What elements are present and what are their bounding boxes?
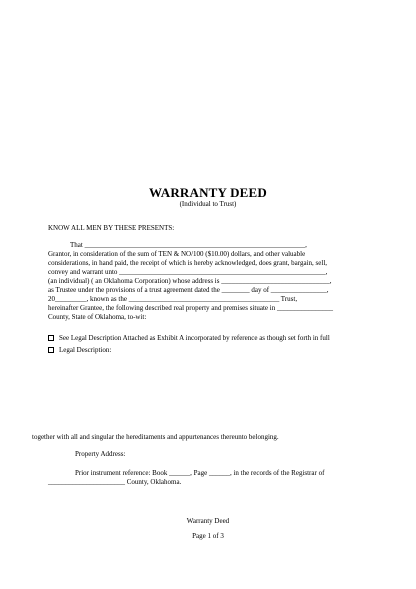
body-line-1: That _______________________________________________________________, [70,241,307,249]
body-line-3: considerations, in hand paid, the receipt of which is hereby acknowledged, does grant, bargain, sell, [48,259,328,267]
body-line-4: convey and warrant unto ___________________________________________________________, [48,268,328,276]
footer-title: Warranty Deed [186,517,230,525]
body-line-8: hereinafter Grantee, the following described real property and premises situate in ________________ [48,304,333,312]
exhibit-checkbox-label: See Legal Description Attached as Exhibit A incorporated by reference as though set forth in full [59,334,330,342]
prior-instrument-line-2: ______________________ County, Oklahoma. [48,478,182,486]
checkbox-row-legal[interactable] [48,346,372,355]
body-line-7: 20_________, known as the ___________________________________________ Trust, [48,295,298,303]
body-line-5: (an individual) ( an Oklahoma Corporation) whose address is _______________________________, [48,277,332,285]
legal-description-checkbox[interactable] [48,347,54,353]
body-line-6: as Trustee under the provisions of a trust agreement dated the ________ day of ________________, [48,286,329,294]
body-line-9: County, State of Oklahoma, to-wit: [48,313,147,321]
document-title: WARRANTY DEED [148,185,268,200]
exhibit-checkbox[interactable] [48,335,54,341]
checkbox-row-exhibit[interactable] [48,334,372,343]
legal-description-label: Legal Description: [59,346,112,354]
footer-page-number: Page 1 of 3 [192,532,224,540]
body-line-2: Grantor, in consideration of the sum of TEN & NO/100 ($10.00) dollars, and other valuable [48,250,306,258]
document-subtitle: (Individual to Trust) [179,200,237,208]
property-address-label: Property Address: [75,450,126,458]
prior-instrument-line-1: Prior instrument reference: Book ______, Page ______, in the records of the Registrar of [75,469,325,477]
together-clause: together with all and singular the hereditaments and appurtenances thereunto belonging. [32,433,279,441]
know-all-heading: KNOW ALL MEN BY THESE PRESENTS: [48,224,175,232]
